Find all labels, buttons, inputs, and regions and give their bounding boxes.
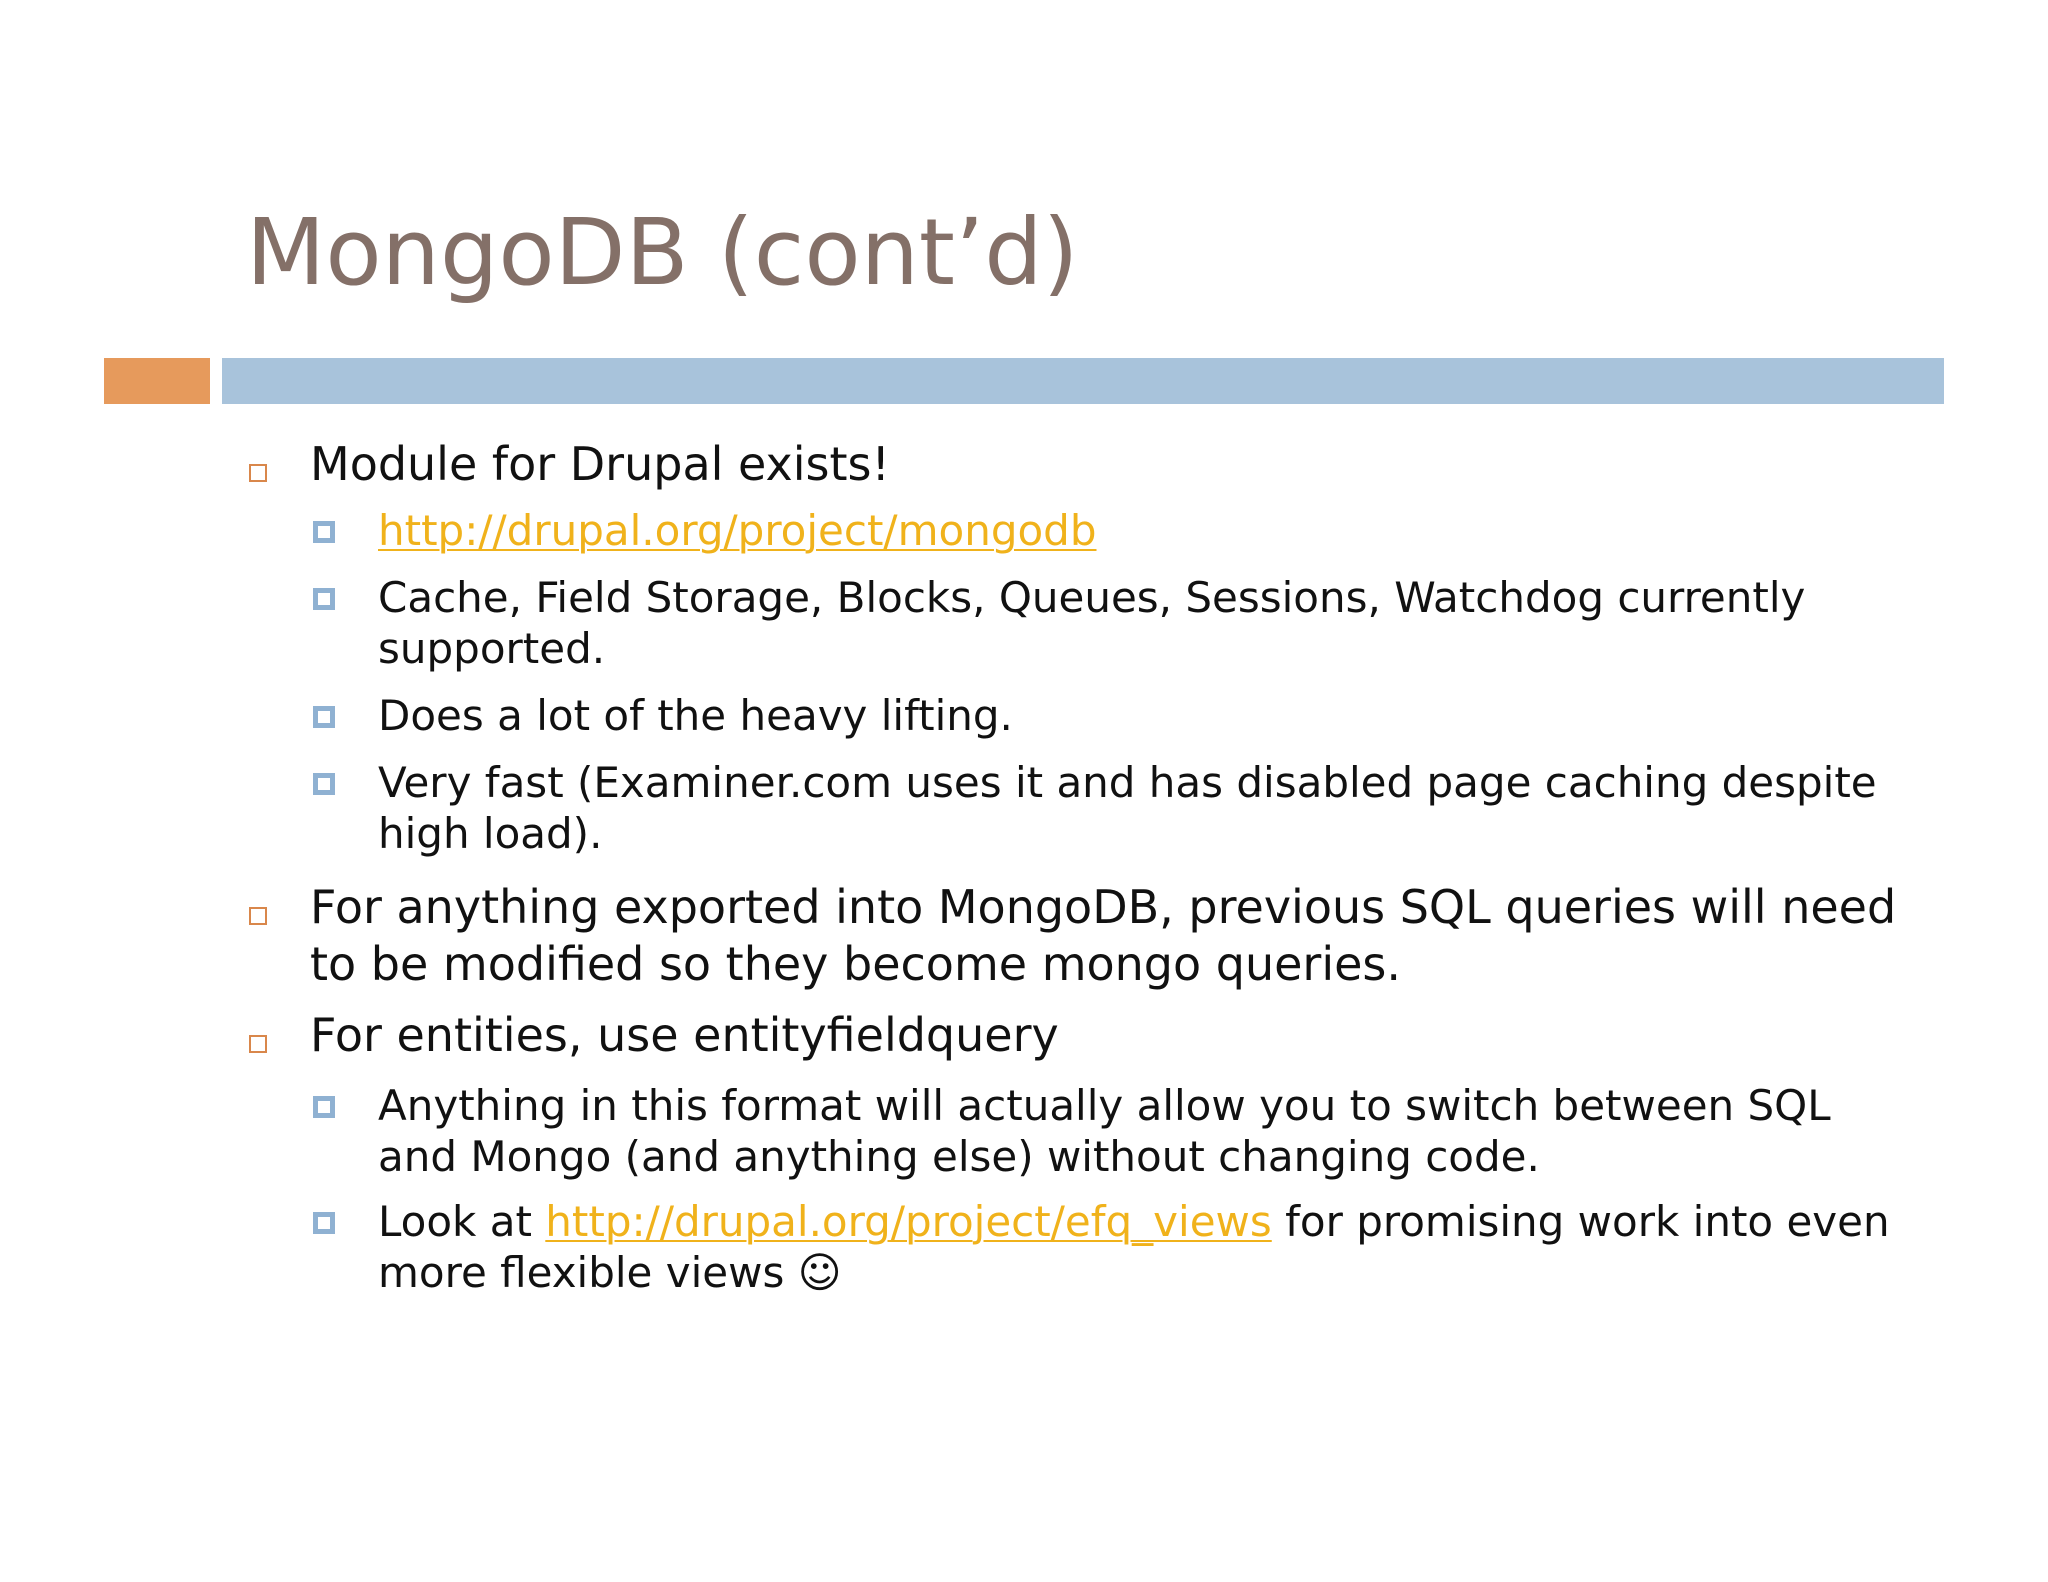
sub-bullet-text: Cache, Field Storage, Blocks, Queues, Sessions, Watchdog currently supported. xyxy=(378,573,1806,673)
bullet-text: Module for Drupal exists! xyxy=(310,437,890,491)
sub-bullet-mongodb-link xyxy=(313,505,1908,556)
hollow-square-bullet-icon xyxy=(249,907,267,925)
slide-title: MongoDB (cont’d) xyxy=(246,199,1079,306)
slide-body xyxy=(248,436,1908,1298)
hollow-square-bullet-icon xyxy=(249,464,267,482)
sub-bullet-text: Does a lot of the heavy lifting. xyxy=(378,691,1013,740)
sub-bullet-prefix: Look at xyxy=(378,1197,546,1246)
filled-square-bullet-icon xyxy=(313,1096,335,1118)
title-accent-bar-blue xyxy=(222,358,1944,404)
bullet-text: For entities, use entityfieldquery xyxy=(310,1008,1059,1062)
bullet-module-for-drupal xyxy=(248,436,1908,493)
filled-square-bullet-icon xyxy=(313,521,335,543)
sub-bullet-efq-views xyxy=(313,1196,1908,1298)
sub-bullet-text: Very fast (Examiner.com uses it and has disabled page caching despite high load). xyxy=(378,758,1877,858)
efq-views-project-link[interactable]: http://drupal.org/project/efq_views xyxy=(545,1197,1272,1246)
bullet-sql-queries-modified xyxy=(248,879,1908,993)
smiley-face-icon: ☺ xyxy=(797,1248,842,1297)
bullet-entityfieldquery xyxy=(248,1007,1908,1064)
sub-bullet-very-fast xyxy=(313,757,1908,859)
sub-bullet-switch-sql-mongo xyxy=(313,1080,1908,1182)
sub-bullet-heavy-lifting xyxy=(313,690,1908,741)
filled-square-bullet-icon xyxy=(313,588,335,610)
filled-square-bullet-icon xyxy=(313,1212,335,1234)
title-accent-bar-orange xyxy=(104,358,210,404)
hollow-square-bullet-icon xyxy=(249,1035,267,1053)
bullet-text: For anything exported into MongoDB, previous SQL queries will need to be modified so they become mongo queries. xyxy=(310,880,1897,991)
mongodb-project-link[interactable]: http://drupal.org/project/mongodb xyxy=(378,506,1097,555)
sub-bullet-suffix: for promising work into even more flexible views xyxy=(378,1197,1890,1297)
sub-bullet-supported-features xyxy=(313,572,1908,674)
filled-square-bullet-icon xyxy=(313,706,335,728)
filled-square-bullet-icon xyxy=(313,773,335,795)
sub-bullet-text: Anything in this format will actually allow you to switch between SQL and Mongo (and anything else) without changing code. xyxy=(378,1081,1831,1181)
